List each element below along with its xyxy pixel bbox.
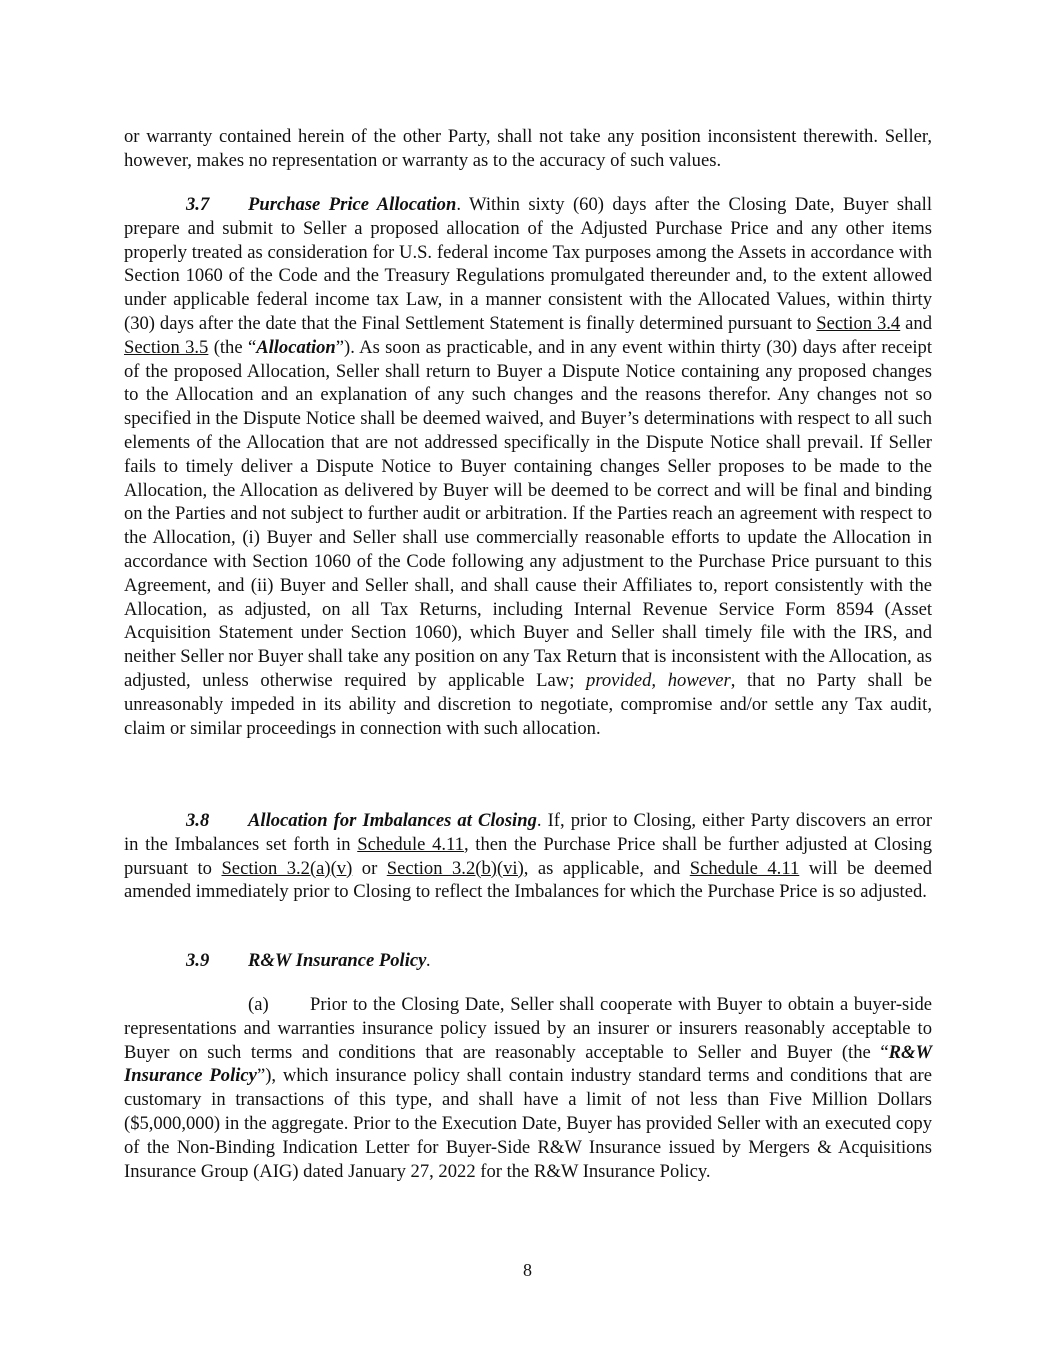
section-3-9-a [124,993,932,1183]
section-3-9 [124,949,932,973]
cross-reference-link[interactable]: Section 3.4 [816,312,901,334]
page-number: 8 [523,1260,532,1280]
cross-reference-link[interactable]: Section 3.2(a)(v) [221,857,353,879]
cross-reference-link[interactable]: Section 3.5 [124,336,209,358]
section-3-8 [124,809,932,904]
paragraph-continuation [124,125,932,173]
section-heading: Purchase Price Allocation [248,194,457,215]
section-number: 3.9 [186,950,210,971]
section-text: . Within sixty (60) days after the Closing Date, Buyer shall prepare and submit to Seller a proposed allocation of the Adjusted Purchase Price and any other items properly treated as consideration for U.S. federal income Tax purposes among the Assets in accordance with Section 1060 of the Code and the Treasury Regulations promulgated thereunder and, to the extent allowed under applicable federal income tax Law, in a manner consistent with the Allocated Values, within thirty (30) days after the date that the Final Settlement Statement is finally determined pursuant to [124,194,932,334]
section-text: , that no Party shall be unreasonably impeded in its ability and discretion to negotiate, compromise and/or settle any Tax audit, claim or similar proceedings in connection with such allocation. [124,669,932,739]
subsection-label: (a) [248,994,269,1015]
cross-reference-link[interactable]: Schedule 4.11 [689,857,800,879]
proviso-text: provided, however [586,669,731,691]
heading-period: . [426,950,432,971]
section-text: Prior to the Closing Date, Seller shall cooperate with Buyer to obtain a buyer-side representations and warranties insurance policy issued by an insurer or insurers reasonably acceptable to Buyer on such terms and conditions that are reasonably acceptable to Seller and Buyer (the “ [124,994,932,1063]
defined-term: Allocation [256,336,336,358]
section-3-7 [124,193,932,740]
section-text: . If, prior to Closing, either Party discovers an error in the Imbalances set forth in [124,810,933,855]
section-text: or [352,857,387,879]
section-text: and [900,312,932,334]
section-heading: R&W Insurance Policy [248,950,427,971]
section-text: will be deemed amended immediately prior to Closing to reflect the Imbalances for which the Purchase Price is so adjusted. [124,857,932,903]
section-heading: Allocation for Imbalances at Closing [248,810,537,831]
paragraph-text: or warranty contained herein of the other Party, shall not take any position inconsistent therewith. Seller, however, makes no representation or warranty as to the accuracy of such values. [124,126,932,171]
section-text: ”). As soon as practicable, and in any event within thirty (30) days after receipt of the proposed Allocation, Seller shall return to Buyer a Dispute Notice containing any proposed changes to the Allocation and an explanation of any such changes and the reasons therefor. Any changes not so specified in the Dispute Notice shall be deemed waived, and Buyer’s determinations with respect to all such elements of the Allocation that are not addressed specifically in the Dispute Notice shall prevail. If Seller fails to timely deliver a Dispute Notice to Buyer containing changes Seller proposes to be made to the Allocation, the Allocation as delivered by Buyer will be deemed to be correct and will be final and binding on the Parties and not subject to further audit or arbitration. If the Parties reach an agreement with respect to the Allocation, (i) Buyer and Seller shall use commercially reasonable efforts to update the Allocation in accordance with Section 1060 of the Code following any adjustment to the Purchase Price pursuant to this Agreement, and (ii) Buyer and Seller shall, and shall cause their Affiliates to, report consistently with the Allocation, as adjusted, on all Tax Returns, including Internal Revenue Service Form 8594 (Asset Acquisition Statement under Section 1060), which Buyer and Seller shall timely file with the IRS, and neither Seller nor Buyer shall take any position on any Tax Return that is inconsistent with the Allocation, as adjusted, unless otherwise required by applicable Law; [124,336,932,691]
cross-reference-link[interactable]: Section 3.2(b)(vi) [386,857,524,879]
section-text: ”), which insurance policy shall contain industry standard terms and conditions that are customary in transactions of this type, and shall have a limit of not less than Five Million Dollars ($5,000,000) in the aggregate. Prior to the Execution Date, Buyer has provided Seller with an executed copy of the Non-Binding Indication Letter for Buyer-Side R&W Insurance issued by Mergers & Acquisitions Insurance Group (AIG) dated January 27, 2022 for the R&W Insurance Policy. [124,1065,932,1182]
section-number: 3.8 [186,810,210,831]
cross-reference-link[interactable]: Schedule 4.11 [357,833,464,855]
section-text: (the “ [208,336,257,358]
section-text: , as applicable, and [523,857,690,879]
section-text: , then the Purchase Price shall be further adjusted at Closing pursuant to [124,833,933,879]
section-number: 3.7 [186,194,210,215]
defined-term: R&W Insurance Policy [124,1041,932,1087]
